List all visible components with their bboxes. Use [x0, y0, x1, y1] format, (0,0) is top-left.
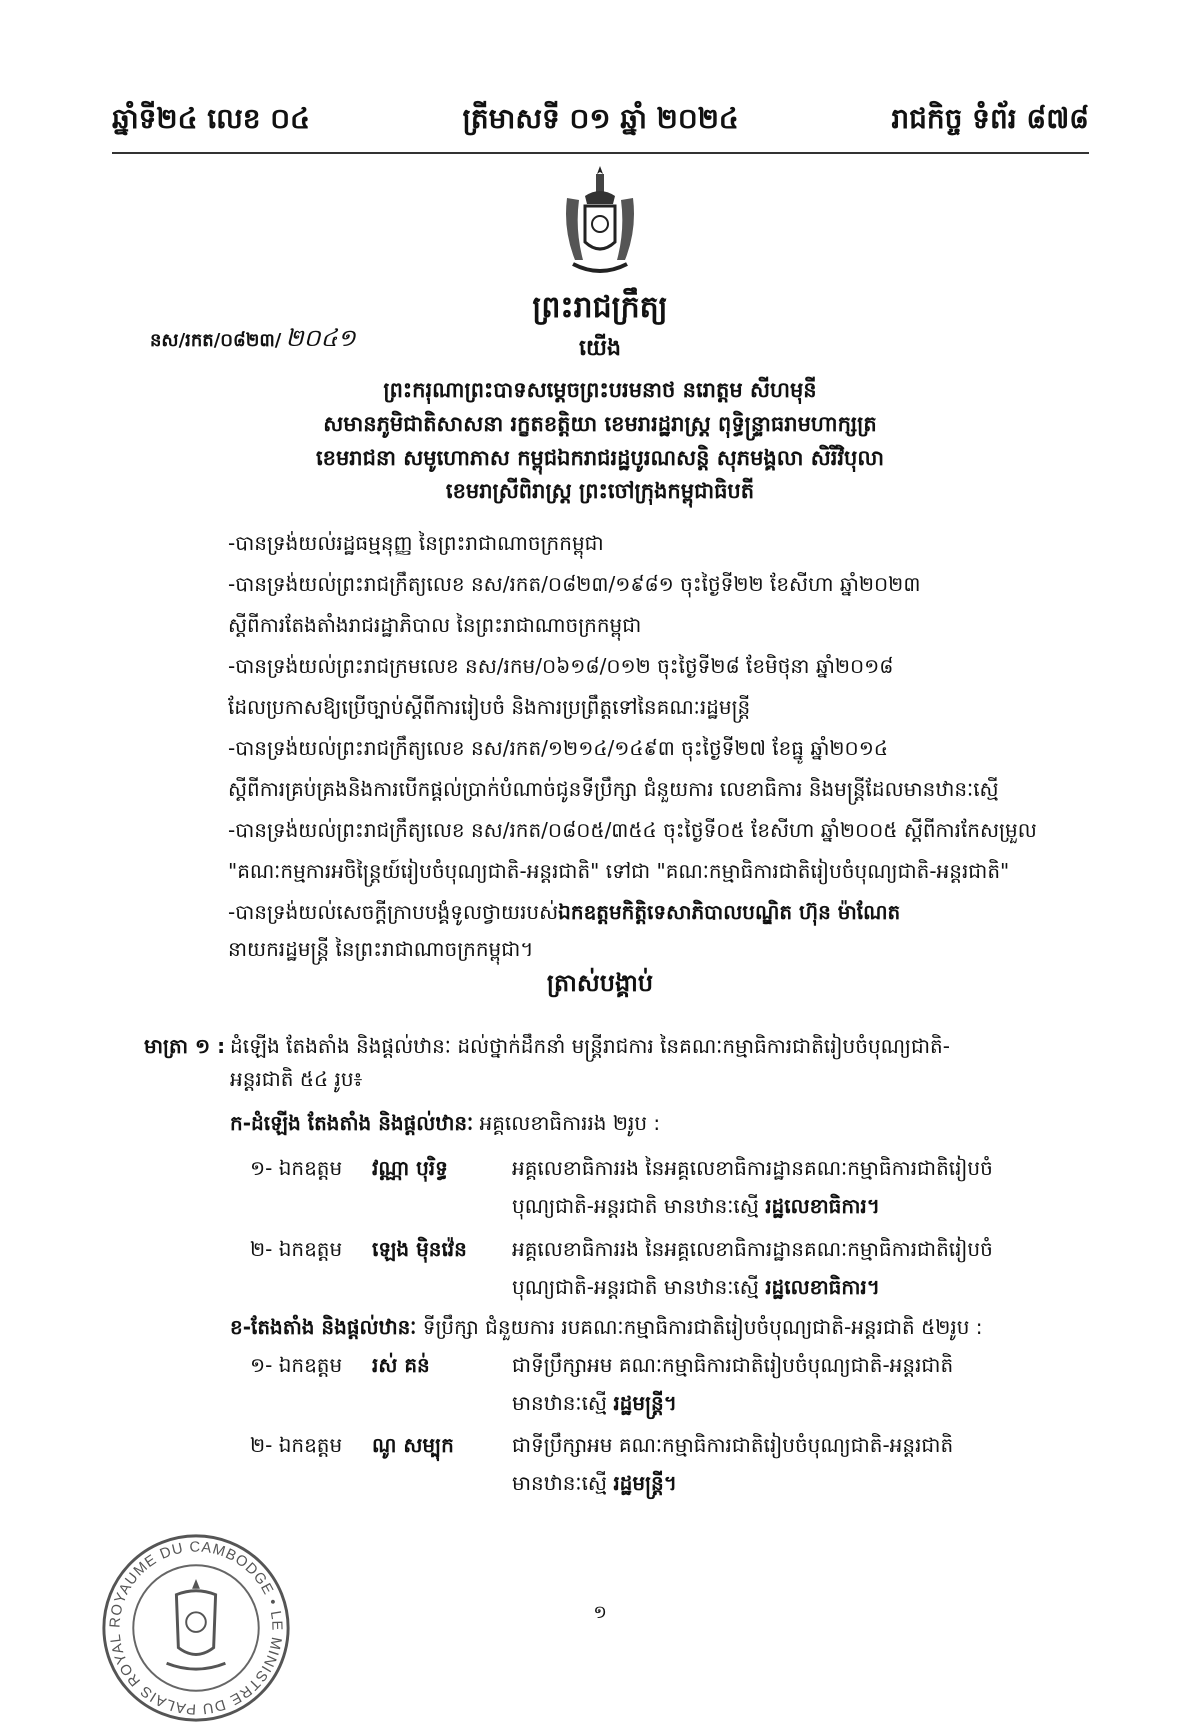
appointee-rank-line: [512, 1390, 677, 1420]
page-number: ១: [593, 1602, 607, 1623]
preamble-line: "គណៈកម្មការអចិន្ត្រៃយ៍រៀបចំបុណ្យជាតិ-អន្តរជាតិ" ទៅជា "គណៈកម្មាធិការជាតិរៀបចំបុណ្យជាតិ-អន្តរជាតិ": [228, 859, 1010, 883]
appointee-rank-line: [512, 1470, 677, 1500]
prime-minister-name: ឯកឧត្តមកិត្តិទេសាភិបាលបណ្ឌិត ហ៊ុន ម៉ាណែត: [558, 900, 901, 924]
royal-palace-seal-icon: [98, 1530, 294, 1726]
preamble-line: -បានទ្រង់យល់ព្រះរាជក្រមលេខ នស/រកម/០៦១៨/០១២ ចុះថ្ងៃទី២៨ ខែមិថុនា ឆ្នាំ២០១៨: [228, 654, 894, 678]
article-1-line: អន្តរជាតិ ៥៤ រូប៖: [230, 1067, 363, 1091]
preamble-line: ដែលប្រកាសឱ្យប្រើច្បាប់ស្តីពីការរៀបចំ និងការប្រព្រឹត្តទៅនៃគណៈរដ្ឋមន្ត្រី: [228, 695, 751, 719]
appointee-name: រស់ គន់: [372, 1353, 430, 1377]
section-a-heading: [230, 1110, 660, 1140]
document-title: ព្រះរាជក្រឹត្យ: [532, 290, 668, 325]
appointee-rank: រដ្ឋមន្ត្រី។: [613, 1471, 677, 1495]
appointee-rank-prefix: មានឋានៈស្មើ: [512, 1391, 614, 1415]
appointee-rank-line: [512, 1193, 880, 1223]
seal-outer-text: ROYAUME DU CAMBODGE • LE MINISTRE DU PALAIS ROYAL: [107, 1539, 285, 1717]
preamble-line: [228, 899, 900, 929]
appointee-number: ១- ឯកឧត្តម: [250, 1156, 343, 1180]
appointee-name: វណ្ណា បុរិទ្ធ: [372, 1156, 448, 1180]
preamble-line: -បានទ្រង់យល់រដ្ឋធម្មនុញ្ញ នៃព្រះរាជាណាចក្រកម្ពុជា: [228, 531, 604, 555]
decrees-heading: ត្រាស់បង្គាប់: [546, 969, 654, 997]
appointee-number: ២- ឯកឧត្តម: [250, 1237, 343, 1261]
preamble-last-prefix: -បានទ្រង់យល់សេចក្តីក្រាបបង្គំទូលថ្វាយរបស់: [228, 900, 559, 924]
preamble-line: នាយករដ្ឋមន្ត្រី នៃព្រះរាជាណាចក្រកម្ពុជា។: [228, 937, 534, 961]
section-b-text: ទីប្រឹក្សា ជំនួយការ របគណៈកម្មាធិការជាតិរៀបចំបុណ្យជាតិ-អន្តរជាតិ ៥២រូប :: [416, 1315, 983, 1339]
appointee-position: អគ្គលេខាធិការរង នៃអគ្គលេខាធិការដ្ឋានគណៈកម្មាធិការជាតិរៀបចំ: [512, 1237, 993, 1261]
reference-number-handwritten: ២០៤១: [285, 324, 356, 352]
section-b-heading: [230, 1314, 983, 1344]
appointee-number: ១- ឯកឧត្តម: [250, 1353, 343, 1377]
appointee-rank: រដ្ឋលេខាធិការ។: [765, 1194, 880, 1218]
article-1-label: មាត្រា ១ :: [144, 1034, 226, 1058]
section-b-label: ខ-តែងតាំង និងផ្តល់ឋានៈ: [230, 1315, 417, 1339]
header-quarter: ត្រីមាសទី ០១ ឆ្នាំ ២០២៤: [462, 101, 739, 135]
royal-arms-of-cambodia-icon: [555, 160, 645, 280]
appointee-name: ឡេង ម៉ិនវ៉េន: [372, 1237, 467, 1261]
preamble-line: ស្តីពីការតែងតាំងរាជរដ្ឋាភិបាល នៃព្រះរាជាណាចក្រកម្ពុជា: [228, 613, 642, 637]
header-issue: ឆ្នាំទី២៤ លេខ ០៤: [112, 101, 310, 135]
appointee-position: អគ្គលេខាធិការរង នៃអគ្គលេខាធិការដ្ឋានគណៈកម្មាធិការជាតិរៀបចំ: [512, 1156, 993, 1180]
gazette-header: [112, 96, 1089, 146]
header-page: រាជកិច្ច ទំព័រ ៨៧៨: [891, 101, 1089, 135]
king-title-line: ព្រះករុណាព្រះបាទសម្តេចព្រះបរមនាថ នរោត្តម សីហមុនី: [383, 378, 817, 402]
appointee-rank: រដ្ឋមន្ត្រី។: [613, 1391, 677, 1415]
king-title-line: សមានភូមិជាតិសាសនា រក្ខតខត្តិយា ខេមរារដ្ឋរាស្ត្រ ពុទ្ធិន្ទ្រាធរាមហាក្សត្រ: [323, 412, 877, 436]
preamble-line: ស្តីពីការគ្រប់គ្រងនិងការបើកផ្តល់ប្រាក់បំណាច់ជូនទីប្រឹក្សា ជំនួយការ លេខាធិការ និងមន្ត្រីដែលមានឋានៈស្មើ: [228, 777, 999, 801]
appointee-position: ជាទីប្រឹក្សាអម គណៈកម្មាធិការជាតិរៀបចំបុណ្យជាតិ-អន្តរជាតិ: [512, 1433, 954, 1457]
appointee-rank-prefix: បុណ្យជាតិ-អន្តរជាតិ មានឋានៈស្មើ: [512, 1275, 766, 1299]
preamble-line: -បានទ្រង់យល់ព្រះរាជក្រឹត្យលេខ នស/រកត/០៨០៥/៣៥៤ ចុះថ្ងៃទី០៥ ខែសីហា ឆ្នាំ២០០៥ ស្តីពីការកែសម្រួល: [228, 818, 1037, 842]
preamble-line: -បានទ្រង់យល់ព្រះរាជក្រឹត្យលេខ នស/រកត/០៨២៣/១៩៨១ ចុះថ្ងៃទី២២ ខែសីហា ឆ្នាំ២០២៣: [228, 572, 921, 596]
appointee-name: ណូ សម្បុក: [372, 1433, 454, 1457]
header-divider: [112, 152, 1089, 154]
preamble-line: -បានទ្រង់យល់ព្រះរាជក្រឹត្យលេខ នស/រកត/១២១៤/១៤៩៣ ចុះថ្ងៃទី២៧ ខែធ្នូ ឆ្នាំ២០១៤: [228, 736, 888, 760]
appointee-rank-prefix: បុណ្យជាតិ-អន្តរជាតិ មានឋានៈស្មើ: [512, 1194, 766, 1218]
section-a-text: អគ្គលេខាធិការរង ២រូប :: [473, 1111, 661, 1135]
reference-number-typed: នស/រកត/០៨២៣/: [150, 330, 282, 351]
king-title-line: ខេមរាស្រីពិរាស្ត្រ ព្រះចៅក្រុងកម្ពុជាធិបតី: [445, 479, 755, 503]
article-1-line: ដំឡើង តែងតាំង និងផ្តល់ឋានៈ ដល់ថ្នាក់ដឹកនាំ មន្ត្រីរាជការ នៃគណៈកម្មាធិការជាតិរៀបចំបុណ្យជាតិ-: [230, 1034, 950, 1058]
appointee-rank-line: [512, 1274, 880, 1304]
section-a-label: ក-ដំឡើង តែងតាំង និងផ្តល់ឋានៈ: [230, 1111, 474, 1135]
appointee-rank-prefix: មានឋានៈស្មើ: [512, 1471, 614, 1495]
appointee-rank: រដ្ឋលេខាធិការ។: [765, 1275, 880, 1299]
appointee-position: ជាទីប្រឹក្សាអម គណៈកម្មាធិការជាតិរៀបចំបុណ្យជាតិ-អន្តរជាតិ: [512, 1353, 954, 1377]
appointee-number: ២- ឯកឧត្តម: [250, 1433, 343, 1457]
we-heading: យើង: [579, 336, 621, 361]
reference-number: [150, 323, 356, 358]
king-title-line: ខេមរាជនា សមូហោភាស កម្ពុជឯករាជរដ្ឋបូរណសន្តិ សុភមង្គលា សិរីវិបុលា: [315, 446, 885, 470]
